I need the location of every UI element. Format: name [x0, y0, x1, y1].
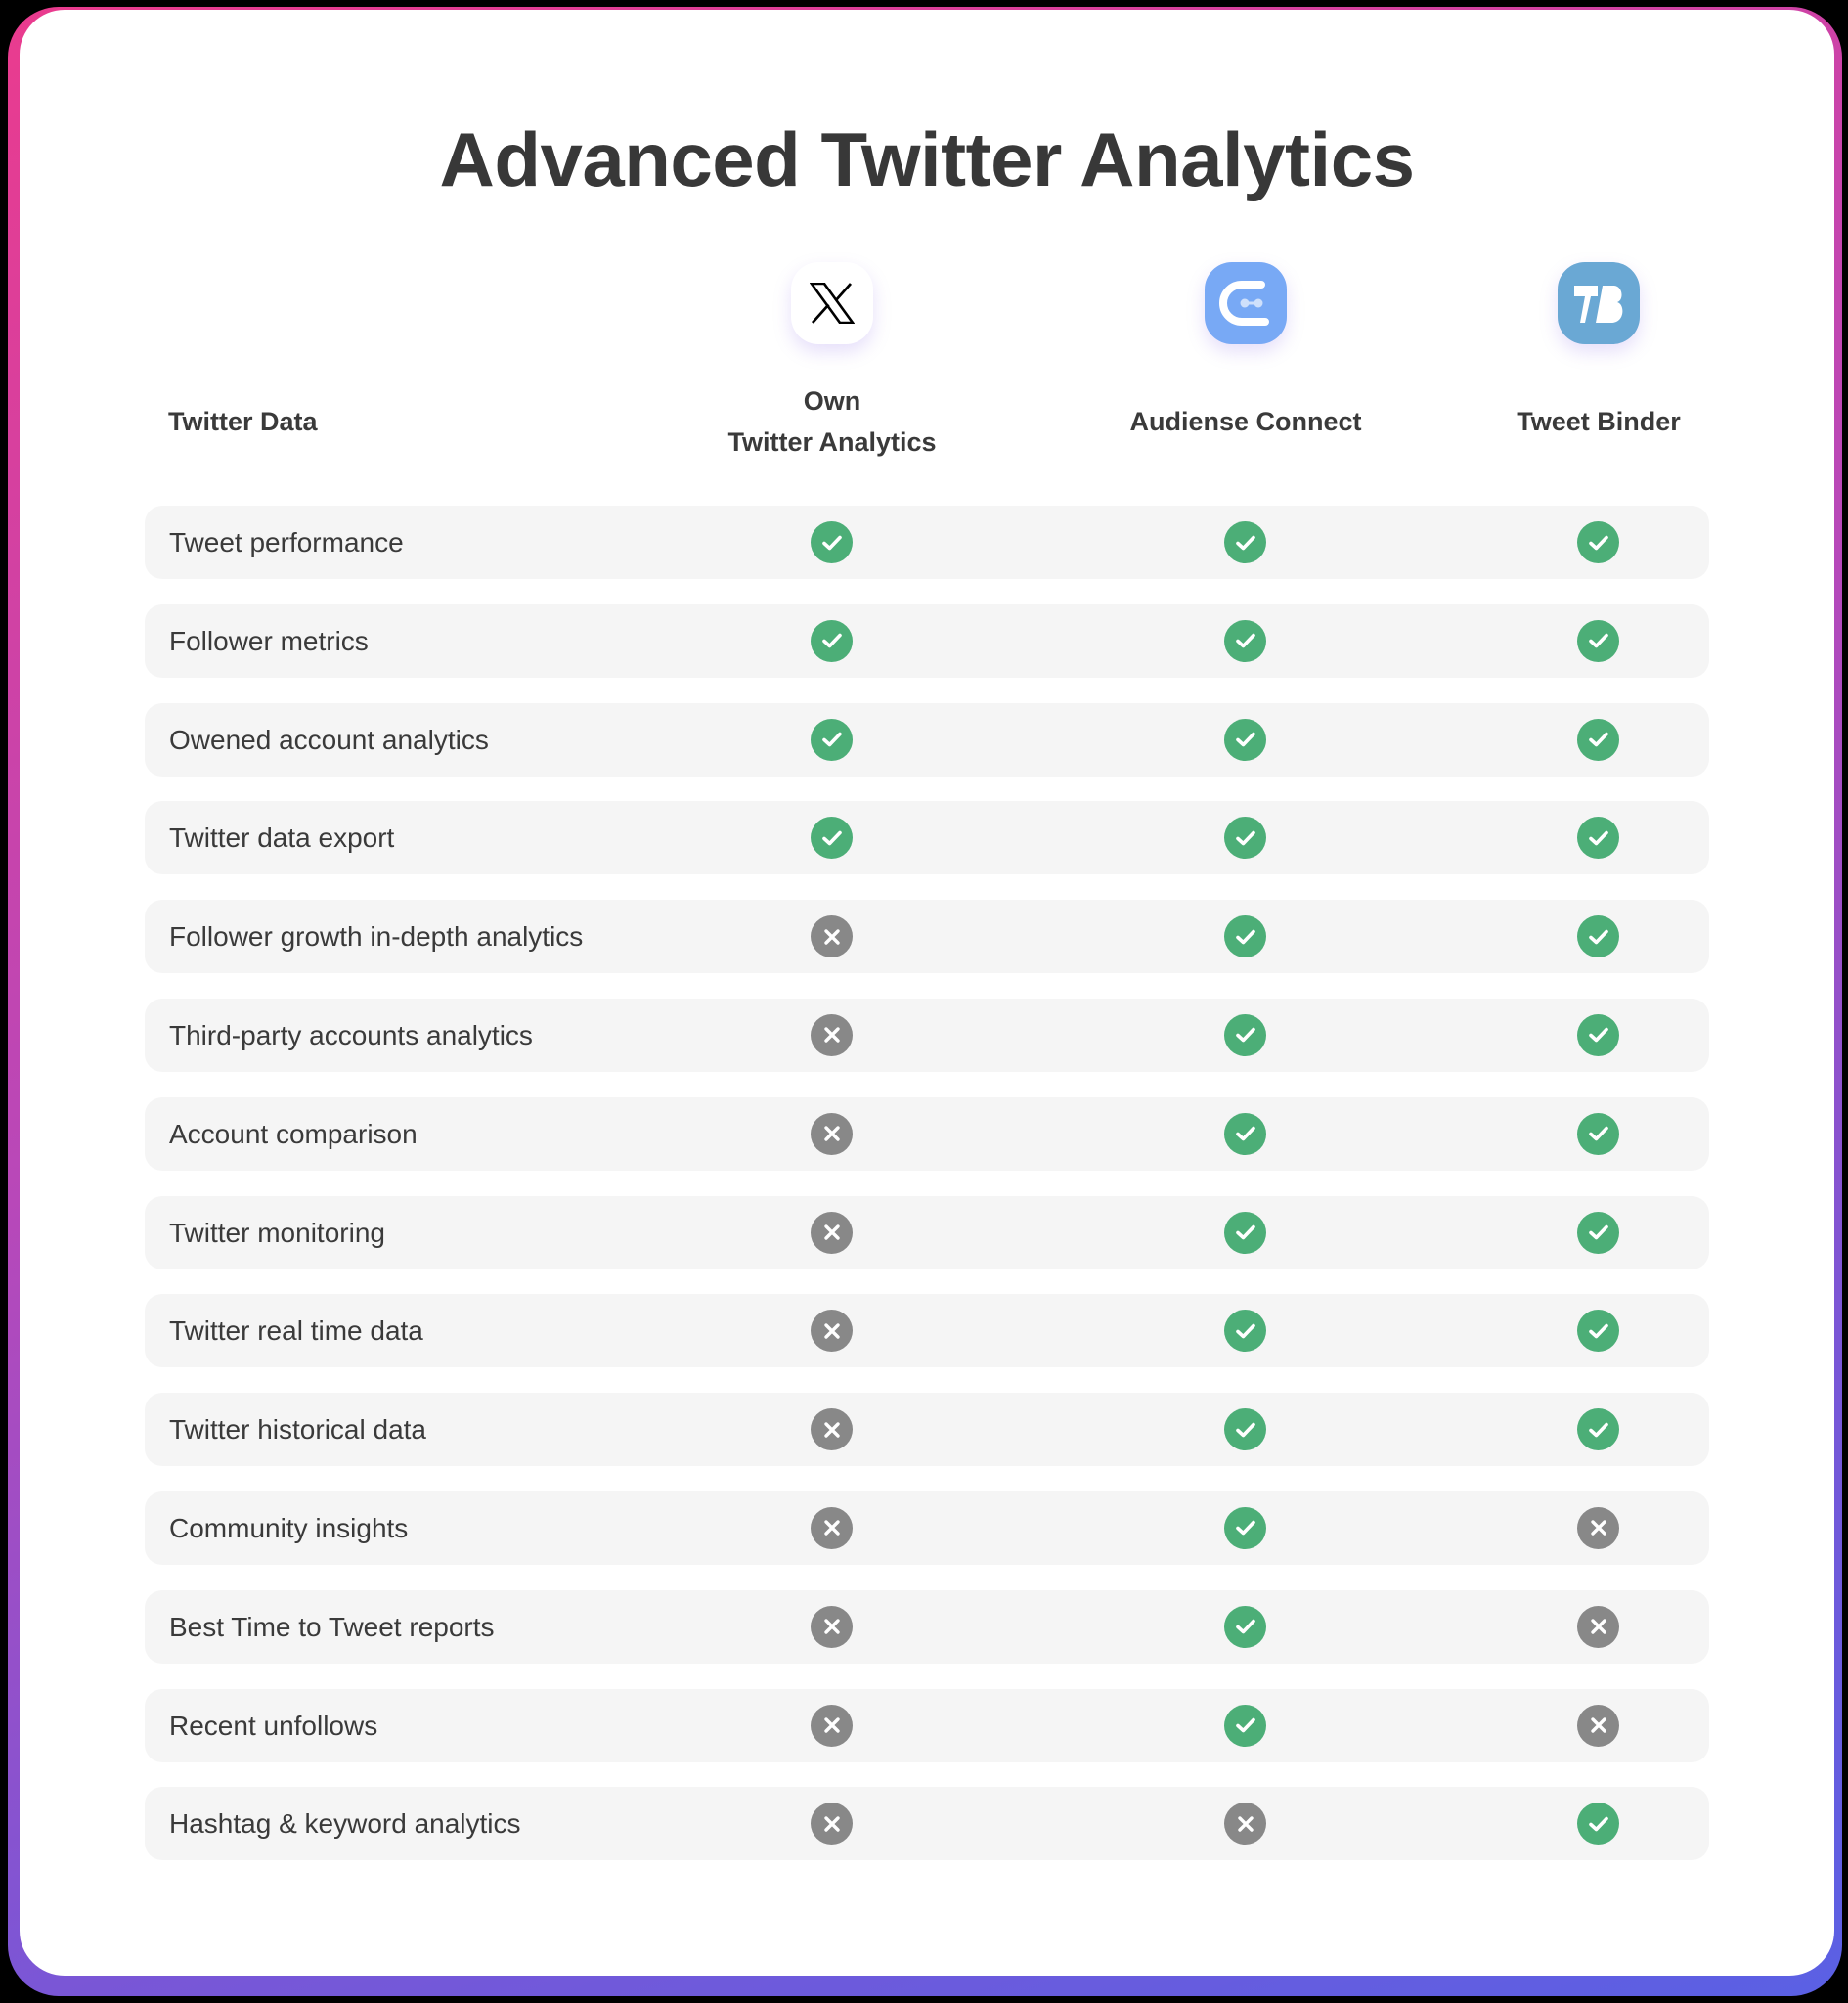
check-icon — [1577, 1014, 1619, 1056]
cross-icon — [1577, 1705, 1619, 1747]
check-icon — [1224, 1014, 1266, 1056]
check-icon — [811, 817, 853, 859]
feature-label: Twitter real time data — [169, 1315, 423, 1347]
table-row — [145, 1393, 1709, 1466]
check-icon — [1224, 1606, 1266, 1648]
check-icon — [1224, 1705, 1266, 1747]
check-icon — [1577, 817, 1619, 859]
header-own-line2: Twitter Analytics — [727, 427, 937, 457]
feature-label: Twitter data export — [169, 823, 395, 854]
feature-label: Twitter historical data — [169, 1414, 426, 1446]
feature-label: Follower growth in-depth analytics — [169, 921, 584, 953]
table-row — [145, 1196, 1709, 1269]
x-logo-icon — [791, 262, 873, 344]
feature-label: Account comparison — [169, 1118, 418, 1149]
check-icon — [1224, 1310, 1266, 1352]
check-icon — [1577, 620, 1619, 662]
check-icon — [1577, 521, 1619, 563]
feature-label: Third-party accounts analytics — [169, 1019, 533, 1050]
check-icon — [1224, 521, 1266, 563]
table-row — [145, 1590, 1709, 1664]
cross-icon — [811, 1113, 853, 1155]
check-icon — [1224, 1212, 1266, 1254]
feature-label: Owened account analytics — [169, 724, 489, 755]
cross-icon — [811, 1310, 853, 1352]
table-row — [145, 1491, 1709, 1565]
feature-label: Follower metrics — [169, 625, 369, 656]
check-icon — [1577, 1212, 1619, 1254]
cross-icon — [1577, 1606, 1619, 1648]
table-row — [145, 900, 1709, 973]
feature-label: Twitter monitoring — [169, 1217, 385, 1248]
feature-table — [145, 506, 1709, 1886]
cross-icon — [811, 1014, 853, 1056]
cross-icon — [1577, 1507, 1619, 1549]
cross-icon — [811, 1408, 853, 1450]
header-twitter-data: Twitter Data — [168, 407, 318, 436]
table-row — [145, 801, 1709, 874]
page-title: Advanced Twitter Analytics — [439, 116, 1415, 202]
table-row — [145, 1097, 1709, 1171]
check-icon — [1224, 620, 1266, 662]
cross-icon — [811, 1705, 853, 1747]
feature-label: Hashtag & keyword analytics — [169, 1808, 521, 1840]
check-icon — [1224, 719, 1266, 761]
check-icon — [1224, 1113, 1266, 1155]
cross-icon — [811, 1507, 853, 1549]
feature-label: Best Time to Tweet reports — [169, 1611, 495, 1642]
check-icon — [811, 719, 853, 761]
feature-label: Tweet performance — [169, 527, 404, 557]
cross-icon — [1224, 1803, 1266, 1845]
cross-icon — [811, 1606, 853, 1648]
header-audiense-connect: Audiense Connect — [1129, 407, 1362, 436]
check-icon — [1577, 719, 1619, 761]
feature-label: Community insights — [169, 1512, 409, 1543]
check-icon — [1577, 915, 1619, 957]
check-icon — [1224, 817, 1266, 859]
check-icon — [1224, 1507, 1266, 1549]
check-icon — [811, 521, 853, 563]
comparison-card — [20, 10, 1834, 1976]
table-row — [145, 1689, 1709, 1762]
header-own-line1: Own — [803, 386, 861, 416]
table-row — [145, 1294, 1709, 1367]
table-row — [145, 604, 1709, 678]
check-icon — [1577, 1113, 1619, 1155]
cross-icon — [811, 1212, 853, 1254]
tweetbinder-logo-icon — [1558, 262, 1640, 344]
cross-icon — [811, 1803, 853, 1845]
check-icon — [1577, 1310, 1619, 1352]
header-tweet-binder: Tweet Binder — [1517, 407, 1681, 436]
table-row — [145, 506, 1709, 579]
feature-label: Recent unfollows — [169, 1710, 378, 1741]
table-row — [145, 703, 1709, 777]
table-row — [145, 1787, 1709, 1860]
check-icon — [1577, 1803, 1619, 1845]
check-icon — [811, 620, 853, 662]
check-icon — [1577, 1408, 1619, 1450]
check-icon — [1224, 915, 1266, 957]
check-icon — [1224, 1408, 1266, 1450]
table-row — [145, 999, 1709, 1072]
cross-icon — [811, 915, 853, 957]
audiense-logo-icon — [1205, 262, 1287, 344]
